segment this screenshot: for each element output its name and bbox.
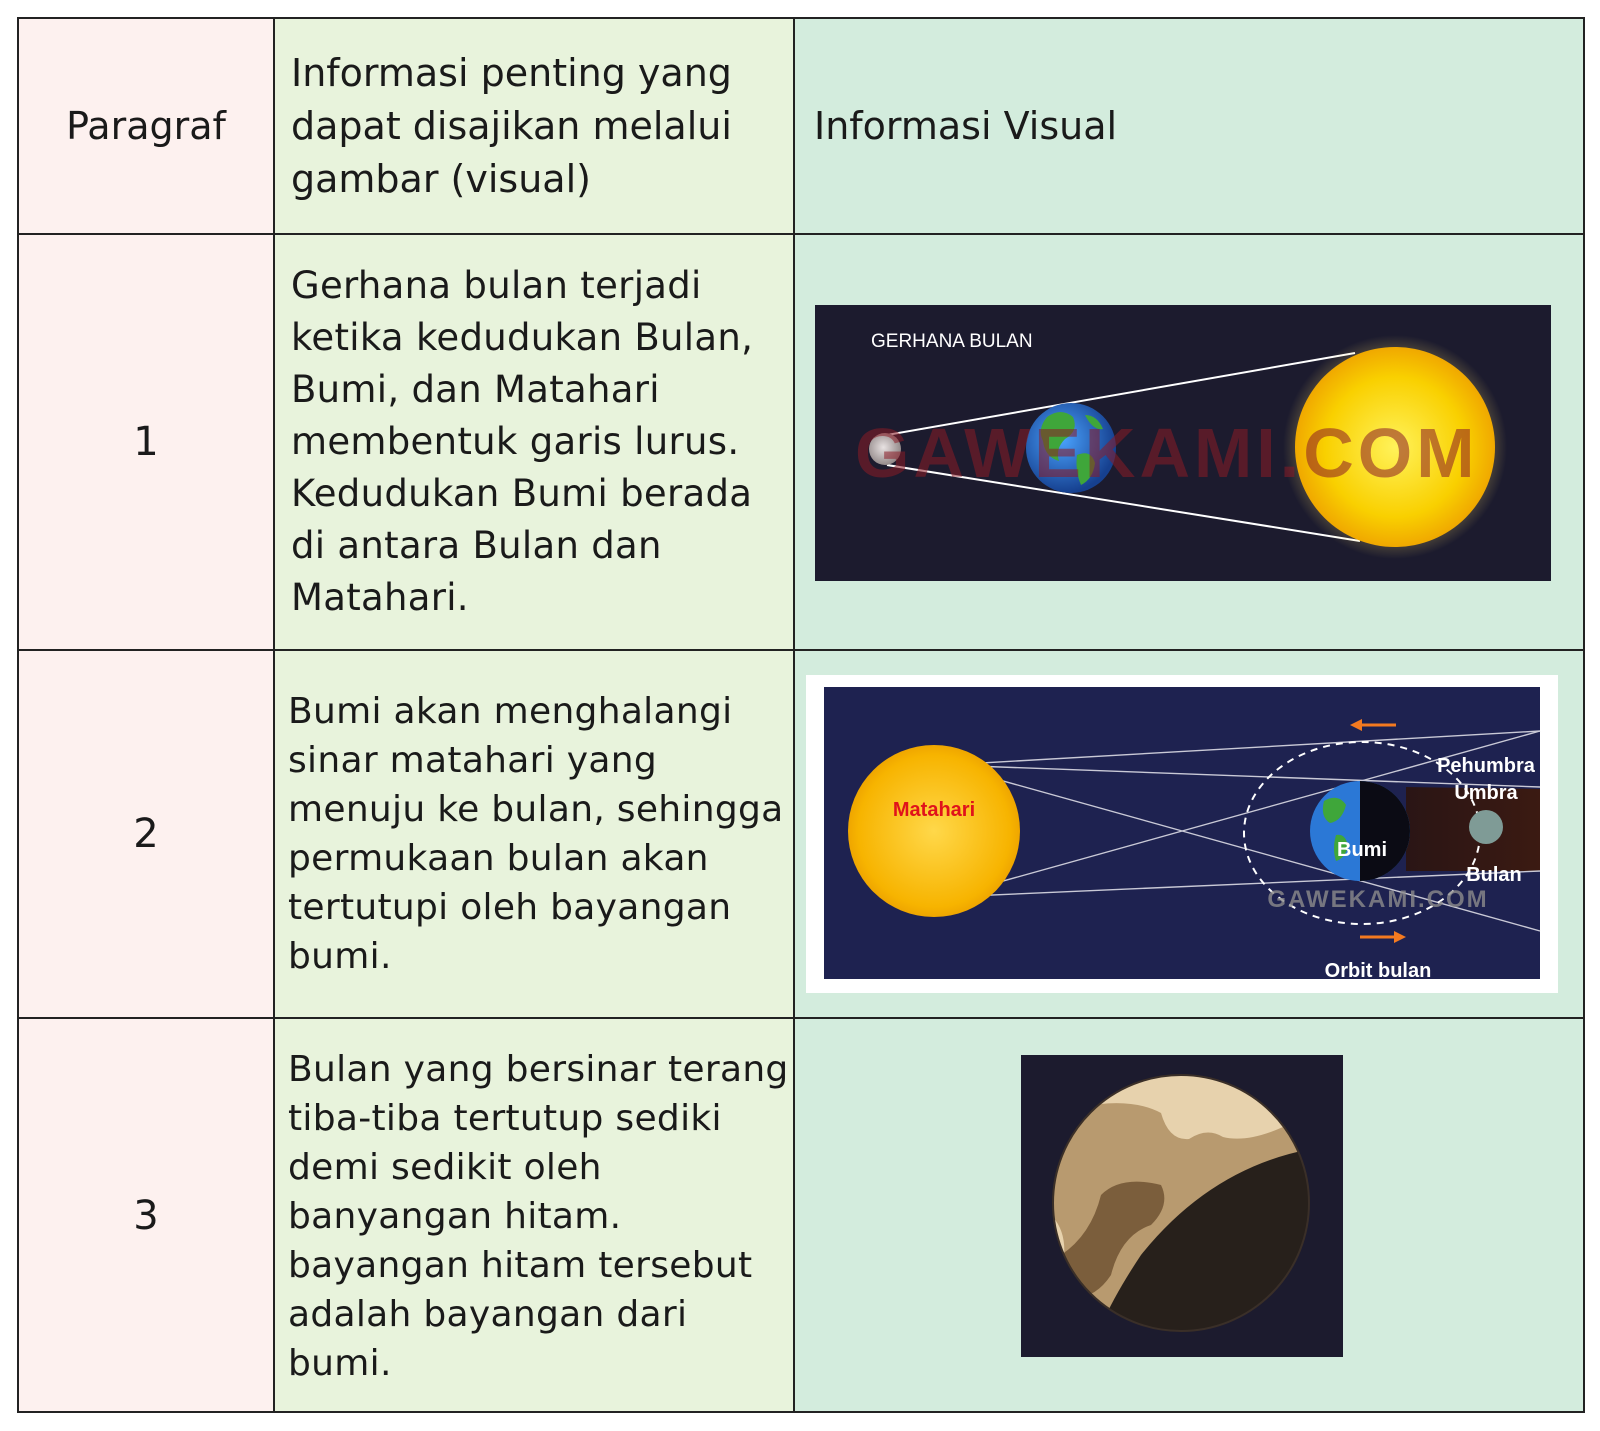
row-1-text xyxy=(291,235,786,649)
sun-icon xyxy=(848,745,1020,917)
header-informasi-visual xyxy=(814,19,1534,233)
lunar-eclipse-diagram xyxy=(815,305,1551,581)
moon-icon xyxy=(1469,810,1503,844)
header-paragraf-label: Paragraf xyxy=(66,104,226,148)
header-paragraf xyxy=(19,19,273,233)
paragraph-number: 1 xyxy=(133,419,159,465)
diagram-title: GERHANA BULAN xyxy=(871,331,1033,352)
paragraph-number: 3 xyxy=(133,1193,159,1239)
paragraph-text: Gerhana bulan terjadi ketika kedudukan Bulan, Bumi, dan Matahari membentuk garis lurus. Kedudukan Bumi berada di antara Bulan dan Matahari. xyxy=(291,264,754,619)
eclipse-orbit-diagram xyxy=(806,675,1558,993)
paragraph-text: Bumi akan menghalangi sinar matahari yang menuju ke bulan, sehingga permukaan bulan akan tertutupi oleh bayangan bumi. xyxy=(288,691,784,977)
moon-label: Bulan xyxy=(1466,864,1522,886)
row-2-number xyxy=(19,651,273,1017)
paragraph-text: Bulan yang bersinar terang tiba-tiba tertutup sediki demi sedikit oleh banyangan hitam. bayangan hitam tersebut adalah bayangan dari bumi. xyxy=(288,1048,789,1384)
info-table xyxy=(17,17,1585,1413)
penumbra-label: Pehumbra xyxy=(1437,755,1535,777)
watermark: GAWEKAMI.COM xyxy=(1267,886,1489,913)
earth-label: Bumi xyxy=(1337,839,1387,861)
header-informasi-visual-label: Informasi Visual xyxy=(814,103,1118,148)
partial-eclipse-moon-image xyxy=(1021,1055,1343,1357)
paragraph-number: 2 xyxy=(133,811,159,857)
row-3-text xyxy=(288,1019,792,1413)
umbra-label: Umbra xyxy=(1454,782,1518,804)
header-informasi-penting xyxy=(291,19,791,233)
header-informasi-penting-label: Informasi penting yang dapat disajikan melalui gambar (visual) xyxy=(291,50,732,201)
row-2-text xyxy=(288,651,792,1017)
row-1-number xyxy=(19,235,273,649)
orbit-label: Orbit bulan xyxy=(1324,960,1432,982)
watermark: GAWEKAMI.COM xyxy=(855,414,1479,492)
row-3-number xyxy=(19,1019,273,1413)
sun-label: Matahari xyxy=(892,799,976,821)
